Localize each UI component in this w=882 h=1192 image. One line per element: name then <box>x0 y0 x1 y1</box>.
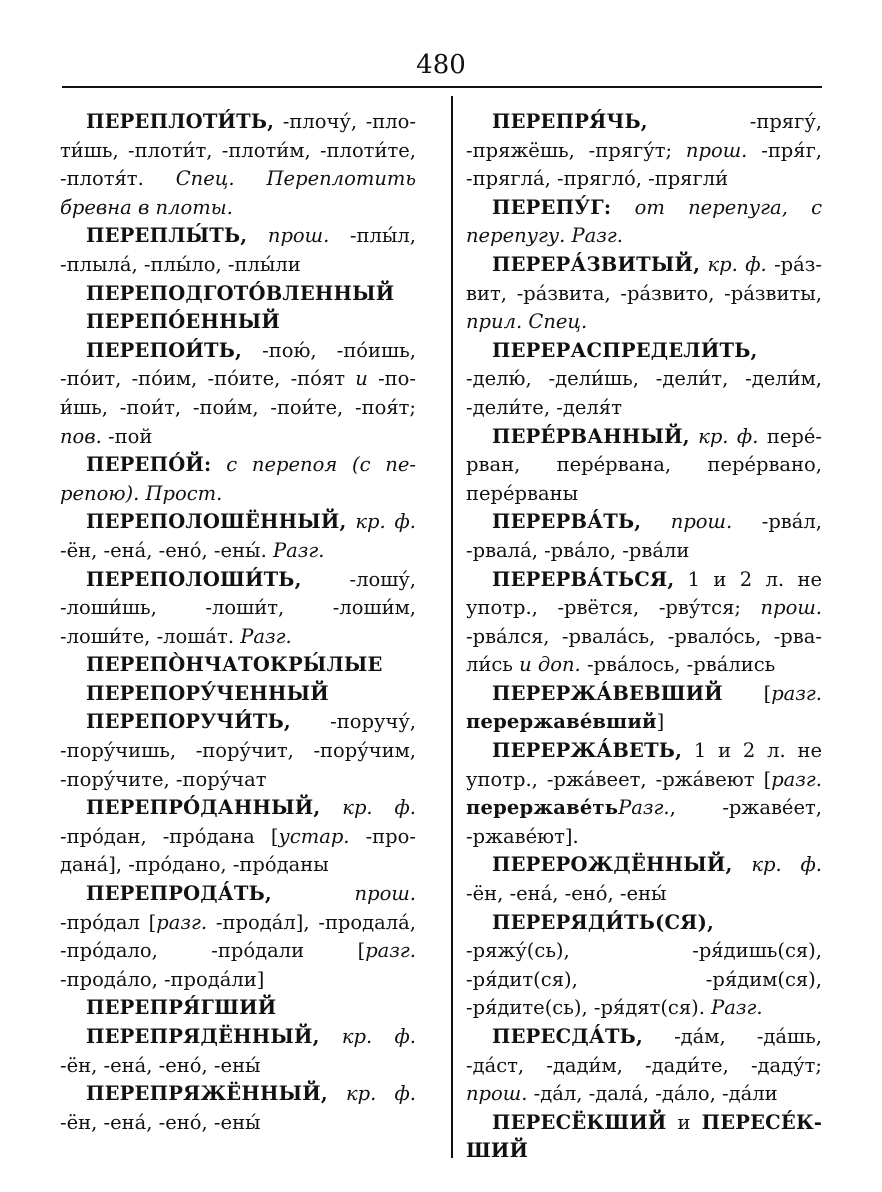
entry-label: Спец. Переплотить бревна в плоты. <box>60 167 416 219</box>
entry-label: кр. ф. <box>707 252 767 276</box>
entry-headword: ПЕРЕРВА́ТЬСЯ, <box>492 567 675 591</box>
entry-text: -рва́л, -рвала́, -рва́ло, -рва́ли <box>466 510 822 562</box>
entry-text: ] <box>656 710 665 734</box>
entry-text <box>320 796 342 819</box>
header-rule <box>62 86 822 88</box>
entry-text: -ён, -ена́, -ено́, -ены́. <box>60 538 273 562</box>
entry-label: прош. <box>267 224 330 248</box>
entry-text: пере́рван, пере́рвана, пере́рвано, пере́рваны <box>466 424 822 505</box>
dictionary-entry <box>60 308 416 337</box>
entry-text <box>247 224 268 247</box>
entry-text: -прягу́, -пряжёшь, -прягу́т; <box>466 110 822 162</box>
entry-text: -пои́шь, -пои́т, -пои́м, -пои́те, -поя́т; <box>60 367 416 419</box>
entry-text: -пою́, -по́ишь, -по́ит, -по́им, -по́ите, -по́ят <box>60 338 416 391</box>
entry-headword: ПЕРЕСДА́ТЬ, <box>492 1025 643 1048</box>
entry-text <box>690 425 698 448</box>
entry-label: прош. <box>670 510 733 534</box>
dictionary-entry <box>466 851 822 908</box>
entry-label: прош. <box>685 138 748 162</box>
entry-label: кр. ф. <box>355 510 416 534</box>
entry-headword: ПЕРЕРОЖДЁННЫЙ, <box>492 853 733 877</box>
entry-headword: ПЕРЕПУ́Г: <box>492 195 612 219</box>
entry-label: и <box>355 367 368 391</box>
entry-headword: ПЕРЕПОРУ́ЧЕННЫЙ <box>86 681 329 705</box>
entry-text <box>733 853 752 876</box>
entry-text: -про́дан, -про́дана [ <box>60 824 279 848</box>
entry-text: и <box>666 1110 702 1134</box>
dictionary-entry <box>466 337 822 423</box>
entry-text <box>272 882 355 905</box>
entry-text <box>328 1082 346 1105</box>
dictionary-entry <box>60 1023 416 1080</box>
dictionary-entry <box>60 337 416 451</box>
entry-headword: ПЕРЕПРЯЖЁННЫЙ, <box>86 1082 328 1106</box>
entry-text: -рва́лся, -рвала́сь, -рвало́сь, -рвали́сь <box>466 624 822 677</box>
entry-headword: ПЕРЕПОРУЧИ́ТЬ, <box>86 710 291 734</box>
dictionary-entry <box>60 794 416 880</box>
entry-headword: ПЕРЕПРЯ́ЧЬ, <box>492 110 648 133</box>
entry-headword: ПЕРЕПРЯ́ГШИЙ <box>86 996 277 1020</box>
entry-headword: ПЕРЕПРОДА́ТЬ, <box>86 882 272 906</box>
entry-label: Разг. <box>618 796 670 820</box>
right-column <box>466 108 822 1166</box>
entry-label: Разг. <box>711 996 763 1020</box>
dictionary-entry <box>60 680 416 709</box>
dictionary-entry <box>60 108 416 222</box>
entry-text: -да́л, -дала́, -да́ло, -да́ли <box>527 1082 778 1106</box>
entry-label: разг. <box>771 681 822 705</box>
entry-label: прил. Спец. <box>466 310 588 334</box>
entry-headword: ПЕРЕПОЛОШЁННЫЙ, <box>86 510 347 534</box>
dictionary-entry <box>60 566 416 652</box>
entry-headword: ПЕРЕПЛОТИ́ТЬ, <box>86 110 275 133</box>
dictionary-entry <box>60 451 416 508</box>
entry-label: кр. ф. <box>751 853 822 877</box>
entry-text: -ён, -ена́, -ено́, -ены́ <box>60 1053 261 1077</box>
entry-label: Разг. <box>272 538 325 562</box>
entry-label: устар. <box>278 824 350 848</box>
entry-text: 1 и 2 л. не употр., -рвётся, -рву́тся; <box>466 567 822 620</box>
dictionary-entry <box>60 508 416 565</box>
entry-headword: ПЕРЕПОЛОШИ́ТЬ, <box>86 567 302 591</box>
entry-headword: ПЕРЕПРО́ДАННЫЙ, <box>86 796 321 820</box>
dictionary-entry <box>466 909 822 1023</box>
entry-headword: ПЕРЕПРЯДЁННЫЙ, <box>86 1025 320 1048</box>
dictionary-entry <box>466 251 822 337</box>
dictionary-entry <box>466 680 822 737</box>
entry-headword: ПЕРЕПОДГОТО́ВЛЕННЫЙ <box>86 281 395 305</box>
entry-text <box>211 453 226 476</box>
entry-text: -делю́, -дели́шь, -дели́т, -дели́м, -дели́те, -деля́т <box>466 367 822 419</box>
entry-text <box>320 1025 342 1048</box>
dictionary-entry <box>60 994 416 1023</box>
entry-text: , -ржаве́ет, -ржаве́ют]. <box>466 796 822 848</box>
entry-label: разг. <box>156 910 208 934</box>
entry-text: -про́дал [ <box>60 910 157 934</box>
entry-text: -прода́л], -продала́, -про́дало, -про́дали [ <box>60 910 417 963</box>
entry-headword: ПЕРЕРА́ЗВИТЫЙ, <box>492 252 701 276</box>
entry-headword: ПЕРЕРЖА́ВЕВШИЙ <box>492 681 723 705</box>
entry-headword: перержаве́вший <box>466 710 657 734</box>
entry-text: [ <box>722 681 772 705</box>
entry-label: кр. ф. <box>341 1025 416 1048</box>
entry-label: с перепоя (с перепою). Прост. <box>60 453 416 505</box>
entry-text <box>641 510 671 533</box>
entry-headword: ПЕРЕРВА́ТЬ, <box>492 510 642 534</box>
entry-headword: ПЕРЕПО́Й: <box>86 453 212 477</box>
dictionary-entry <box>466 566 822 680</box>
left-column <box>60 108 416 1137</box>
dictionary-entry <box>60 280 416 309</box>
entry-label: кр. ф. <box>346 1082 416 1106</box>
entry-text <box>611 196 634 219</box>
entry-text: -да́м, -да́шь, -да́ст, -дади́м, -дади́те, -даду́т; <box>466 1025 822 1077</box>
entry-headword: ПЕРЕРЯДИ́ТЬ(СЯ), <box>492 910 714 934</box>
dictionary-entry <box>466 1109 822 1166</box>
dictionary-entry <box>60 880 416 994</box>
entry-headword: ПЕРЕСЕ́КШИЙ <box>466 1110 822 1163</box>
entry-headword: ПЕРЕПОИ́ТЬ, <box>86 338 243 362</box>
entry-label: и доп. <box>519 653 581 677</box>
entry-text: -лошу́, -лоши́шь, -лоши́т, -лоши́м, -лоши́те, -лоша́т. <box>60 567 416 648</box>
entry-headword: ПЕРЕПЛЫ́ТЬ, <box>86 224 248 248</box>
entry-text: -рва́лось, -рва́лись <box>580 653 776 677</box>
dictionary-entry <box>466 194 822 251</box>
entry-text: 1 и 2 л. не употр., -ржа́веет, -ржа́веют [ <box>466 739 822 791</box>
entry-label: кр. ф. <box>342 796 416 820</box>
dictionary-entry <box>60 1080 416 1137</box>
entry-label: разг. <box>365 939 416 963</box>
entry-text: -прода́ло, -прода́ли] <box>60 967 265 991</box>
entry-headword: ПЕРЕРАСПРЕДЕЛИ́ТЬ, <box>492 338 758 362</box>
entry-text: -пой <box>101 424 153 448</box>
dictionary-entry <box>60 708 416 794</box>
entry-label: кр. ф. <box>698 424 759 448</box>
entry-headword: ПЕРЕПО́ЕННЫЙ <box>86 310 280 334</box>
entry-text: -пря́г, -прягла́, -прягло́, -прягли́ <box>466 138 823 191</box>
dictionary-entry <box>60 222 416 279</box>
dictionary-entry <box>466 508 822 565</box>
dictionary-entry <box>466 737 822 851</box>
entry-text: -продана́], -про́дано, -про́даны <box>60 824 416 877</box>
entry-headword: ПЕРЕРЖА́ВЕТЬ, <box>492 739 683 763</box>
entry-label: прош. <box>466 1082 528 1106</box>
entry-label: прош. <box>354 882 416 906</box>
dictionary-entry <box>466 108 822 194</box>
entry-text: -ряжу́(сь), -ря́дишь(ся), -ря́дит(ся), -ря́дим(ся), -ря́дите(сь), -ря́дят(ся). <box>466 939 822 1020</box>
entry-text: -поручу́, -пору́чишь, -пору́чит, -пору́чим, -пору́чите, -пору́чат <box>60 710 416 791</box>
entry-headword: ПЕРЕ́РВАННЫЙ, <box>492 424 690 448</box>
entry-text: -ра́звит, -ра́звита, -ра́звито, -ра́звиты, <box>466 252 822 305</box>
entry-label: от перепуга, с перепугу. Разг. <box>466 195 822 248</box>
entry-label: прош. <box>760 596 822 620</box>
dictionary-entry <box>60 651 416 680</box>
entry-headword: ПЕРЕПО̀НЧАТОКРЫ́ЛЫЕ <box>86 653 383 677</box>
entry-label: Разг. <box>240 624 292 648</box>
column-divider <box>451 96 453 1158</box>
entry-label: пов. <box>60 424 102 448</box>
entry-text: -ён, -ена́, -ено́, -ены́ <box>60 1110 261 1134</box>
page-number: 480 <box>416 50 466 80</box>
entry-label: разг. <box>771 767 822 791</box>
entry-headword: ПЕРЕСЁКШИЙ <box>492 1110 667 1134</box>
entry-text: -плочу́, -плоти́шь, -плоти́т, -плоти́м, -плоти́те, -плотя́т. <box>60 110 416 191</box>
entry-headword: перержаве́ть <box>466 796 619 820</box>
dictionary-entry <box>466 1023 822 1109</box>
dictionary-entry <box>466 423 822 509</box>
entry-text: -ён, -ена́, -ено́, -ены́ <box>466 882 667 906</box>
entry-text: -плы́л, -плыла́, -плы́ло, -плы́ли <box>60 224 417 276</box>
